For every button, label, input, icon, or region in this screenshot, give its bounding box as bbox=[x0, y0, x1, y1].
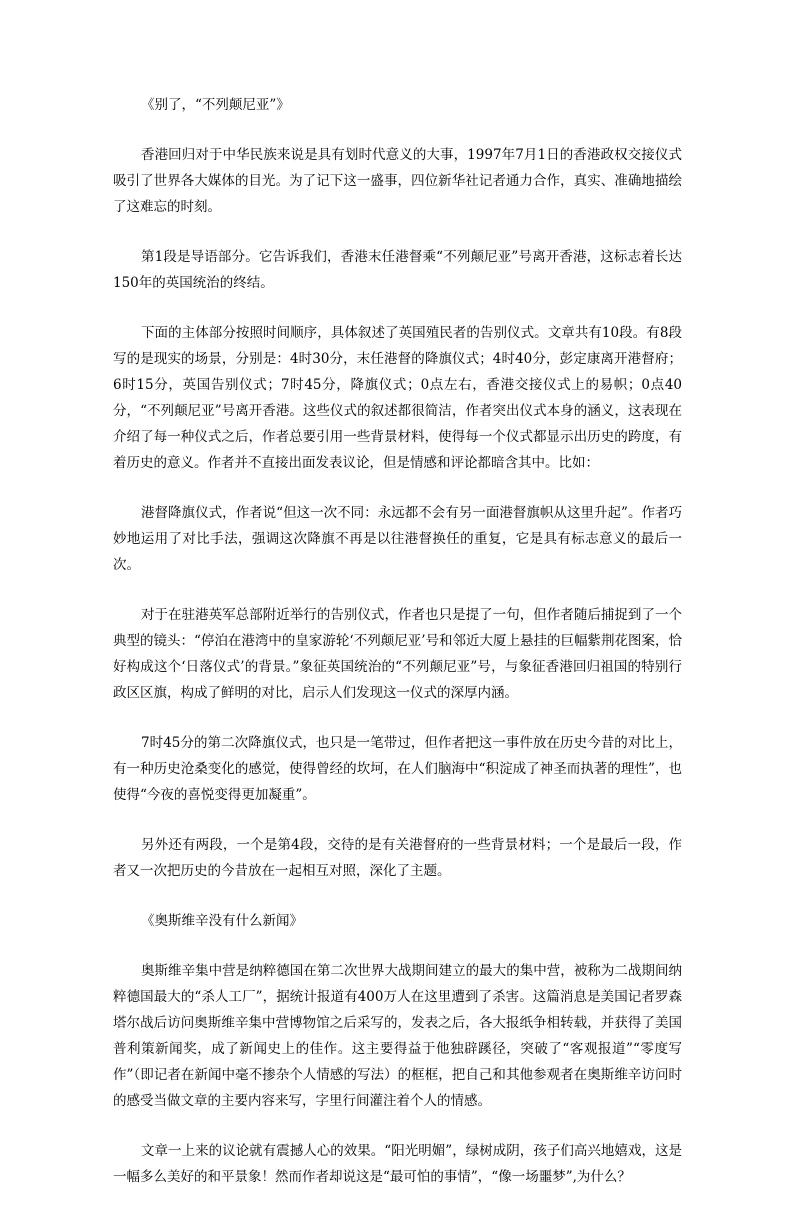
document-body bbox=[113, 92, 682, 1214]
paragraph: 第1段是导语部分。它告诉我们，香港末任港督乘“不列颠尼亚”号离开香港，这标志着长达150年的英国统治的终结。 bbox=[113, 249, 682, 291]
paragraph: 香港回归对于中华民族来说是具有划时代意义的大事，1997年7月1日的香港政权交接仪式吸引了世界各大媒体的目光。为了记下这一盛事，四位新华社记者通力合作，真实、准确地描绘了这难忘的时刻。 bbox=[113, 147, 682, 215]
section-title-auschwitz: 《奥斯维辛没有什么新闻》 bbox=[141, 913, 303, 929]
paragraph: 另外还有两段，一个是第4段，交待的是有关港督府的一些背景材料；一个是最后一段，作者又一次把历史的今昔放在一起相互对照，深化了主题。 bbox=[113, 837, 682, 879]
paragraph: 下面的主体部分按照时间顺序，具体叙述了英国殖民者的告别仪式。文章共有10段。有8段写的是现实的场景，分别是：4时30分，末任港督的降旗仪式；4时40分，彭定康离开港督府；6时15分，英国告别仪式；7时45分，降旗仪式；0点左右，香港交接仪式上的易帜；0点40分，“不列颠尼亚”号离开香港。这些仪式的叙述都很简洁，作者突出仪式本身的涵义，这表现在介绍了每一种仪式之后，作者总要引用一些背景材料，使得每一个仪式都显示出历史的跨度，有着历史的意义。作者并不直接出面发表议论，但是情感和评论都暗含其中。比如： bbox=[113, 325, 682, 471]
section-title-farewell-britannia: 《别了，“不列颠尼亚”》 bbox=[141, 97, 290, 113]
paragraph: 7时45分的第二次降旗仪式，也只是一笔带过，但作者把这一事件放在历史今昔的对比上，有一种历史沧桑变化的感觉，使得曾经的坎坷，在人们脑海中“积淀成了神圣而执著的理性”，也使得“今夜的喜悦变得更加凝重”。 bbox=[113, 735, 682, 803]
paragraph: 港督降旗仪式，作者说“但这一次不同：永远都不会有另一面港督旗帜从这里升起”。作者巧妙地运用了对比手法，强调这次降旗不再是以往港督换任的重复，它是具有标志意义的最后一次。 bbox=[113, 505, 682, 573]
paragraph: 对于在驻港英军总部附近举行的告别仪式，作者也只是提了一句，但作者随后捕捉到了一个典型的镜头：“停泊在港湾中的皇家游轮‘不列颠尼亚’号和邻近大厦上悬挂的巨幅紫荆花图案，恰好构成这个‘日落仪式’的背景。”象征英国统治的“不列颠尼亚”号，与象征香港回归祖国的特别行政区区旗，构成了鲜明的对比，启示人们发现这一仪式的深厚内涵。 bbox=[113, 607, 682, 701]
paragraph: 奥斯维辛集中营是纳粹德国在第二次世界大战期间建立的最大的集中营，被称为二战期间纳粹德国最大的“杀人工厂”，据统计报道有400万人在这里遭到了杀害。这篇消息是美国记者罗森塔尔战后访问奥斯维辛集中营博物馆之后采写的，发表之后，各大报纸争相转载，并获得了美国普利策新闻奖，成了新闻史上的佳作。这主要得益于他独辟蹊径，突破了“客观报道”“零度写作”（即记者在新闻中毫不掺杂个人情感的写法）的框框，把自己和其他参观者在奥斯维辛访问时的感受当做文章的主要内容来写，字里行间灌注着个人的情感。 bbox=[113, 963, 682, 1109]
paragraph: 文章一上来的议论就有震撼人心的效果。“阳光明媚”，绿树成阴，孩子们高兴地嬉戏，这是一幅多么美好的和平景象！然而作者却说这是“最可怕的事情”，“像一场噩梦”,为什么？ bbox=[113, 1143, 682, 1185]
